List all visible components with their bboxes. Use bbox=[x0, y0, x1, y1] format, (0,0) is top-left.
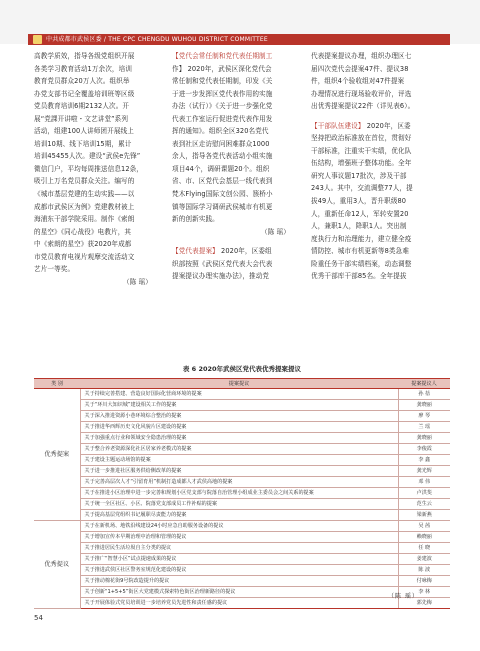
proposer-cell: 姜建波 bbox=[398, 554, 450, 565]
page-header bbox=[0, 0, 480, 44]
proposal-cell: 关于整合养老资源深化社区居家养老模式的提案 bbox=[80, 444, 398, 455]
proposer-cell: 郭先梅 bbox=[398, 598, 450, 609]
table-row bbox=[34, 499, 450, 510]
table-row bbox=[34, 466, 450, 477]
text-run: 2020年，区委组 bbox=[218, 247, 272, 256]
proposer-cell: 孙 蓓 bbox=[398, 389, 450, 400]
text-line bbox=[172, 245, 296, 258]
text-column-1 bbox=[34, 50, 158, 288]
text-line: 代表工作室运行促进党代表作用发 bbox=[172, 114, 273, 123]
text-line: 提案提议办理实施办法》，推动党 bbox=[172, 272, 270, 281]
proposer-cell: 赖晓丽 bbox=[398, 532, 450, 543]
proposal-cell: 关于推广“智慧小区”试点提速成果的提议 bbox=[80, 554, 398, 565]
table-header-row bbox=[34, 379, 450, 389]
proposer-cell: 兰 瑶 bbox=[398, 422, 450, 433]
text-line: 表到社区走访慰问困难群众1000 bbox=[172, 139, 270, 148]
header-category: 类 别 bbox=[34, 379, 80, 389]
text-line: 活动，组建100人讲师团开展线上 bbox=[34, 127, 134, 136]
header-separator: / bbox=[103, 36, 109, 43]
text-line: 出优秀提案提议22件（详见表6）。 bbox=[311, 102, 415, 111]
emblem-icon bbox=[33, 35, 42, 44]
text-line: 拔49人，重用3人，晋升职级80 bbox=[311, 197, 407, 206]
text-line: 作】 2020年，武侯区深化党代会 bbox=[172, 64, 272, 73]
text-line: 培训45455人次。建设“武侯e先锋” bbox=[34, 152, 141, 161]
text-line: 中《索朗的星空》获2020年成都 bbox=[34, 240, 132, 249]
table-caption: 表 6 2020年武侯区党代表优秀提案提议 bbox=[182, 365, 302, 373]
text-line bbox=[311, 120, 435, 133]
text-line: 的星空》《同心战役》电教片，其 bbox=[34, 227, 132, 236]
text-line: 余人，指导各党代表活动小组实施 bbox=[172, 152, 273, 161]
text-line: 于进一步发挥区党代表作用的实施 bbox=[172, 89, 273, 98]
table-row bbox=[34, 389, 450, 400]
header-proposal: 提案提议 bbox=[80, 379, 398, 389]
table-row bbox=[34, 477, 450, 488]
text-line: 《城市基层党建的生动实践——以 bbox=[34, 190, 135, 199]
text-line: 【党代会常任制和党代表任期制工 bbox=[172, 52, 273, 60]
proposer-cell: 付咏梅 bbox=[398, 576, 450, 587]
proposal-cell: 关于开展体验式党员培训进一步培养党员先进性和责任感的提议 bbox=[80, 598, 398, 609]
section-heading: 【党代表提案】 bbox=[172, 247, 219, 256]
text-line: 市党员教育电视片观摩交流活动文 bbox=[34, 252, 135, 261]
proposer-cell: 李 林 bbox=[398, 587, 450, 598]
proposer-cell: 卢洪斐 bbox=[398, 488, 450, 499]
proposal-cell: 关于推进武侯区社区警务室规范化建设的提议 bbox=[80, 565, 398, 576]
proposal-cell: 关于完善高层次人才“引留育用”机制打造成都人才武侯高地的提案 bbox=[80, 477, 398, 488]
table-row bbox=[34, 565, 450, 576]
table-row bbox=[34, 488, 450, 499]
text-line: 届四次党代会提案47件、提议38 bbox=[311, 64, 409, 73]
table-row bbox=[34, 433, 450, 444]
text-line: 243人。其中，交流调整77人，提 bbox=[311, 184, 413, 193]
proposal-cell: 关于加强重点行业和领域安全隐患治理的提案 bbox=[80, 433, 398, 444]
text-line: 微信门户，平均每周推送信息12条， bbox=[34, 164, 143, 173]
table-row bbox=[34, 422, 450, 433]
header-proposer: 提案提议人 bbox=[398, 379, 450, 389]
proposer-cell: 龚晓丽 bbox=[398, 433, 450, 444]
text-line: 教育党员群众20万人次。组织举 bbox=[34, 77, 130, 86]
table-row bbox=[34, 576, 450, 587]
text-line: 成都市武侯区为例》党建教材被上 bbox=[34, 202, 135, 211]
proposer-cell: 李 鑫 bbox=[398, 455, 450, 466]
proposer-cell: 梁新燕 bbox=[398, 510, 450, 521]
proposal-cell: 关于统一全区社区、小区、院落党支部成员工作补贴的提案 bbox=[80, 499, 398, 510]
text-line: 挥的通知》。组织全区320名党代 bbox=[172, 127, 269, 136]
proposal-cell: 关于在新机场、地铁沿线建设24小时应急自助服务设备的提议 bbox=[80, 521, 398, 532]
table-row bbox=[34, 444, 450, 455]
text-line: 人，重新任命12人，军转安置20 bbox=[311, 209, 409, 218]
table-row bbox=[34, 521, 450, 532]
proposal-table bbox=[34, 378, 450, 609]
text-line: 件，组织4个验收组对47件提案 bbox=[311, 77, 405, 86]
text-line: 各类学习教育活动1万余次，培训 bbox=[34, 64, 133, 73]
text-line: （陈 瑶） bbox=[261, 227, 290, 236]
proposal-cell: 关于持续完善搭建、营造良好国际化营商环境的提案 bbox=[80, 389, 398, 400]
text-line bbox=[311, 113, 435, 120]
header-org: 中共成都市武侯区委 bbox=[46, 36, 102, 43]
text-line: 险重任务干部实绩档案，动态调整 bbox=[311, 259, 412, 268]
section-heading: 【干部队伍建设】 bbox=[311, 121, 365, 130]
text-line: 干部标准，注重实干实绩，优化队 bbox=[311, 146, 412, 155]
text-line: 新的创新实践。 bbox=[172, 215, 219, 224]
text-line: 展“党課开讲啦・文艺讲堂”系列 bbox=[34, 114, 129, 123]
proposer-cell: 范生云 bbox=[398, 499, 450, 510]
text-line: 镇等国际学习调研武侯城市有机更 bbox=[172, 202, 273, 211]
text-column-2 bbox=[172, 50, 296, 283]
text-column-3 bbox=[311, 50, 435, 283]
text-line: 项目44个，调研课题20个。组织 bbox=[172, 164, 270, 173]
proposal-cell: 关于深入推进资源小巷环境综合整治的提案 bbox=[80, 411, 398, 422]
text-line: 省、市、区党代会基层一线代表到 bbox=[172, 177, 273, 186]
table-row bbox=[34, 455, 450, 466]
header-title bbox=[46, 35, 268, 44]
page-number: 54 bbox=[34, 614, 43, 622]
text-line: 办理情况进行现场验收评价，评选 bbox=[311, 89, 412, 98]
text-run: 2020年，区委 bbox=[364, 121, 411, 130]
proposer-cell: 吴 茜 bbox=[398, 521, 450, 532]
text-line: 高教学质效，指导各级党组织开展 bbox=[34, 52, 135, 60]
text-line: 常任制和党代表任期制，印发《关 bbox=[172, 77, 273, 86]
header-org-en: THE CPC CHENGDU WUHOU DISTRICT COMMITTEE bbox=[108, 36, 268, 43]
proposer-cell: 龚晓丽 bbox=[398, 400, 450, 411]
proposer-cell: 任 晓 bbox=[398, 543, 450, 554]
proposal-cell: 关于建设主题运动场馆的提案 bbox=[80, 455, 398, 466]
proposer-cell: 李俊霞 bbox=[398, 444, 450, 455]
category-cell: 优秀提案 bbox=[34, 389, 80, 521]
category-cell: 优秀提议 bbox=[34, 521, 80, 609]
text-line: 党员教育培训6期2132人次。开 bbox=[34, 102, 130, 111]
proposal-cell: 关于推进居民生活垃圾自主分类的提议 bbox=[80, 543, 398, 554]
proposer-cell: 邓 伟 bbox=[398, 477, 450, 488]
proposal-cell: 关于推进华西辉历史文化风貌片区建设的提案 bbox=[80, 422, 398, 433]
text-line: 情防控、城市有机更新等8类急难 bbox=[311, 247, 410, 256]
proposer-cell: 陈 波 bbox=[398, 565, 450, 576]
text-line: 度执行力和治理能力，建立健全疫 bbox=[311, 234, 412, 243]
table-row bbox=[34, 510, 450, 521]
table-row bbox=[34, 554, 450, 565]
table-row bbox=[34, 543, 450, 554]
text-line: 代表提案提议办理，组织办理区七 bbox=[311, 52, 412, 60]
text-line: 研究人事议题17批次，涉及干部 bbox=[311, 171, 407, 180]
text-line: 海浦东干部学院采用。制作《索朗 bbox=[34, 215, 135, 224]
proposer-cell: 龚光辉 bbox=[398, 466, 450, 477]
text-line: 办党支部书记全覆盖培训班等区级 bbox=[34, 89, 135, 98]
text-line: 坚持把政治标准放在首位，贯彻好 bbox=[311, 134, 412, 143]
proposal-cell: 关于“环川大知识城”建设相关工作的提案 bbox=[80, 400, 398, 411]
text-line: （陈 瑶） bbox=[123, 277, 152, 286]
text-line: 吸引上万名党员群众关注。编写的 bbox=[34, 177, 135, 186]
table-row bbox=[34, 411, 450, 422]
text-line: 人，兼职1人，降职1人。突出制 bbox=[311, 222, 407, 231]
proposal-cell: 关于增加宣传本早期治理中治理和管理的提议 bbox=[80, 532, 398, 543]
text-line: 优秀干部库干部85名。全年提拔 bbox=[311, 272, 407, 281]
text-line: 办法（试行）》《关于进一步强化党 bbox=[172, 102, 273, 111]
proposal-cell: 关于进一步推进社区服务供给侧改革的提案 bbox=[80, 466, 398, 477]
text-line: 伍结构，增强班子整体功能。全年 bbox=[311, 159, 412, 168]
table-row bbox=[34, 400, 450, 411]
proposal-cell: 关于在推进小区治理中进一步完善和规划小区党支部与院落自治管理小组成业主委员会之间关系的提案 bbox=[80, 488, 398, 499]
proposal-cell: 关于创新“1+5+5”街区大党建模式探索特色街区治理新路径的提议 bbox=[80, 587, 398, 598]
proposal-cell: 关于推动棉花街9号院改造提升的提议 bbox=[80, 576, 398, 587]
proposal-cell: 关于提高基层党组织书记履职尽责能力的提案 bbox=[80, 510, 398, 521]
text-line: 培训10期、线下培训15期，累计 bbox=[34, 139, 132, 148]
text-line bbox=[172, 238, 296, 245]
author-note: （陈 瑶） bbox=[388, 593, 419, 600]
proposer-cell: 廖 琴 bbox=[398, 411, 450, 422]
text-line: 梵木Flying国际文创公园、簇桥小 bbox=[172, 190, 273, 199]
text-line: 艺片一等奖。 bbox=[34, 265, 75, 274]
table-row bbox=[34, 532, 450, 543]
text-line: 织部按照《武侯区党代表大会代表 bbox=[172, 259, 273, 268]
